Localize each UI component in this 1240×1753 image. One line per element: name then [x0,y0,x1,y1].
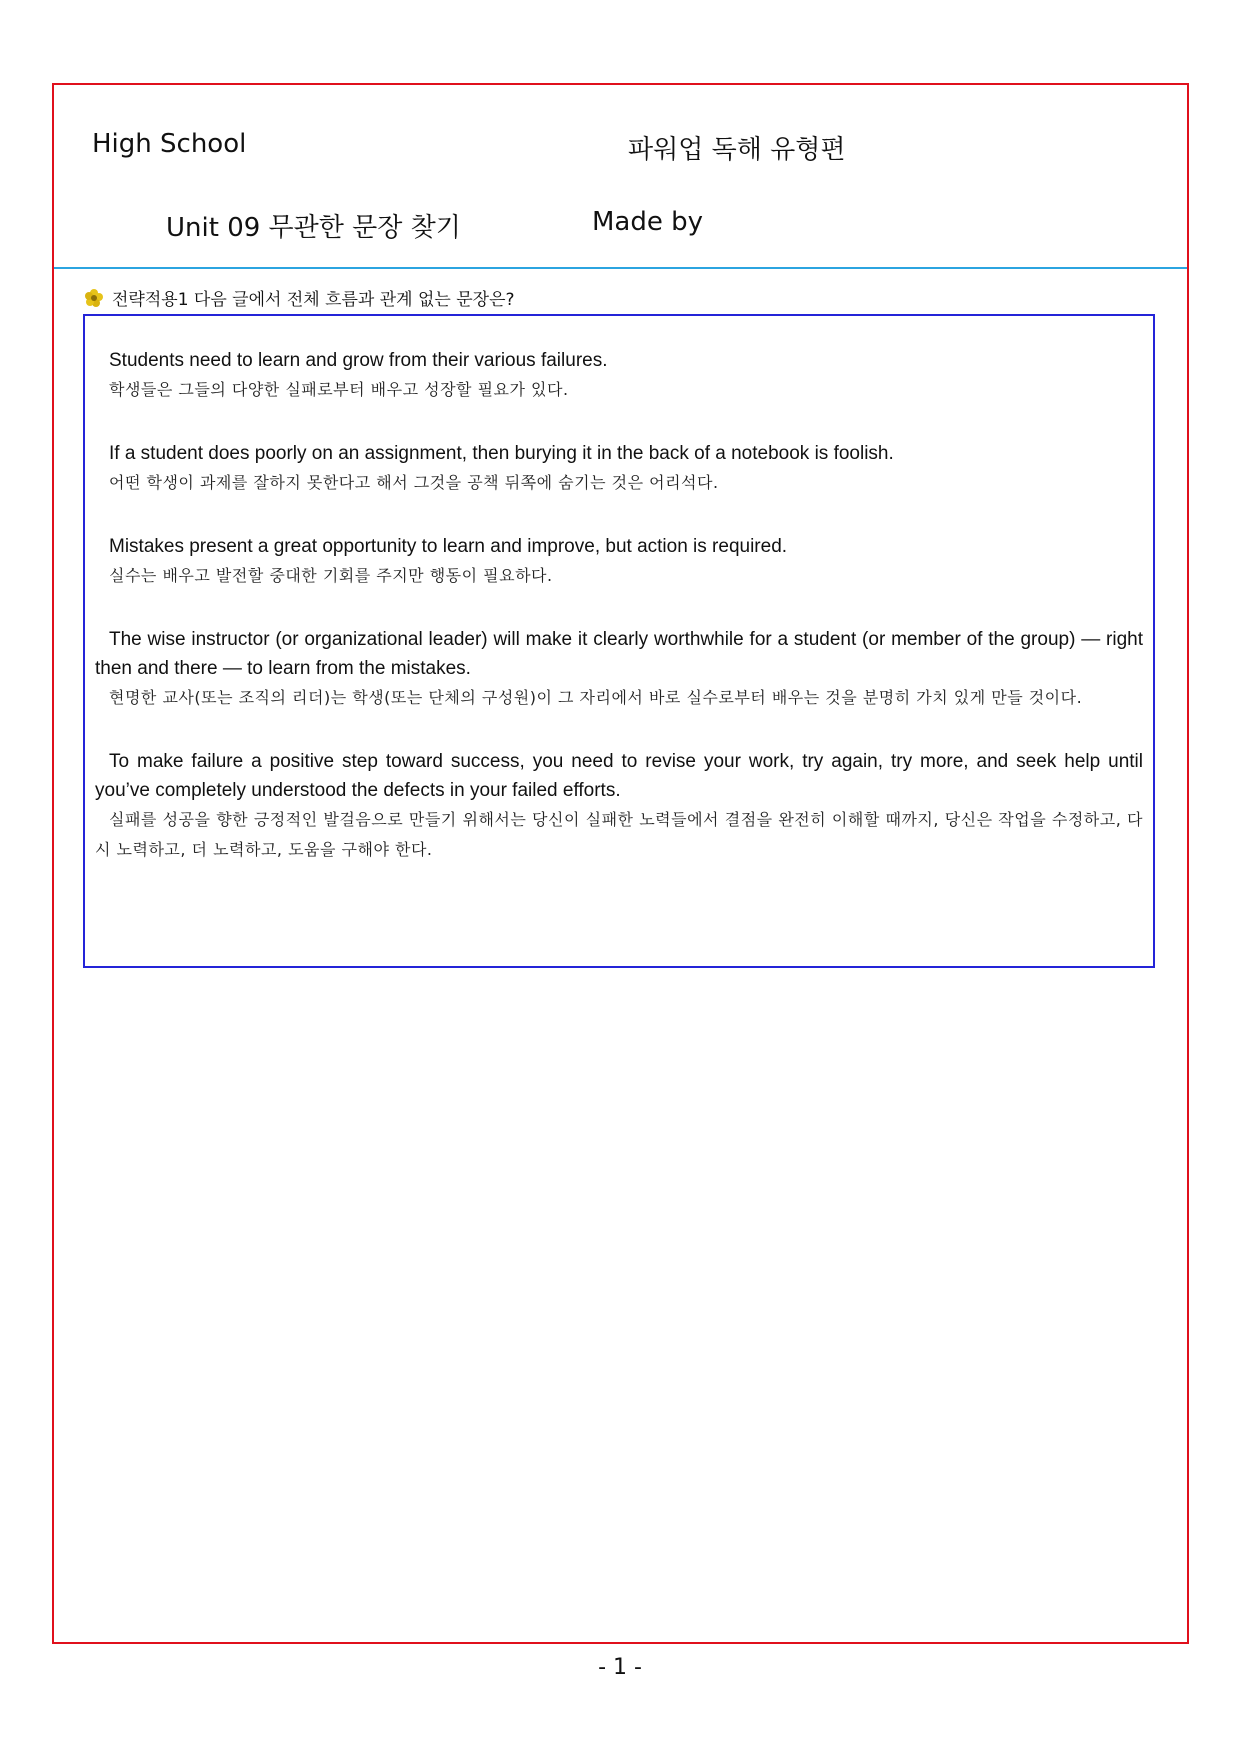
korean-translation: 어떤 학생이 과제를 잘하지 못한다고 해서 그것을 공책 뒤쪽에 숨기는 것은 어리석다. [109,473,719,492]
sentence-pair [95,532,1143,591]
page-number: - 1 - [598,1655,642,1680]
school-label: High School [92,129,247,159]
korean-translation: 실패를 성공을 향한 긍정적인 발걸음으로 만들기 위해서는 당신이 실패한 노력들에서 결점을 완전히 이해할 때까지, 당신은 작업을 수정하고, 다시 노력하고, 더 노력하고, 도움을 구해야 한다. [95,810,1143,859]
instruction-text: 전략적용1 다음 글에서 전체 흐름과 관계 없는 문장은? [112,290,515,310]
book-title: 파워업 독해 유형편 [628,135,846,165]
sentence-pair [95,346,1143,405]
english-sentence: The wise instructor (or organizational leader) will make it clearly worthwhile for a student (or member of the group) — right then and there — to learn from the mistakes. [95,629,1143,679]
sentence-pair [95,625,1143,713]
sentence-pair [95,747,1143,865]
english-sentence: If a student does poorly on an assignment, then burying it in the back of a notebook is foolish. [109,443,894,464]
english-sentence: Students need to learn and grow from their various failures. [109,350,608,371]
flower-icon [84,288,104,308]
korean-translation: 학생들은 그들의 다양한 실패로부터 배우고 성장할 필요가 있다. [109,380,569,399]
unit-title: Unit 09 무관한 문장 찾기 [166,213,461,243]
english-sentence: Mistakes present a great opportunity to learn and improve, but action is required. [109,536,788,557]
header-divider [54,267,1187,269]
made-by-label: Made by [592,207,704,237]
english-sentence: To make failure a positive step toward success, you need to revise your work, try again, try more, and seek help until you’ve completely understood the defects in your failed efforts. [95,751,1143,801]
passage-box [83,314,1155,968]
korean-translation: 현명한 교사(또는 조직의 리더)는 학생(또는 단체의 구성원)이 그 자리에서 바로 실수로부터 배우는 것을 분명히 가치 있게 만들 것이다. [109,688,1083,707]
question-instruction [84,285,515,310]
korean-translation: 실수는 배우고 발전할 중대한 기회를 주지만 행동이 필요하다. [109,566,553,585]
sentence-pair [95,439,1143,498]
page-frame [52,83,1189,1644]
